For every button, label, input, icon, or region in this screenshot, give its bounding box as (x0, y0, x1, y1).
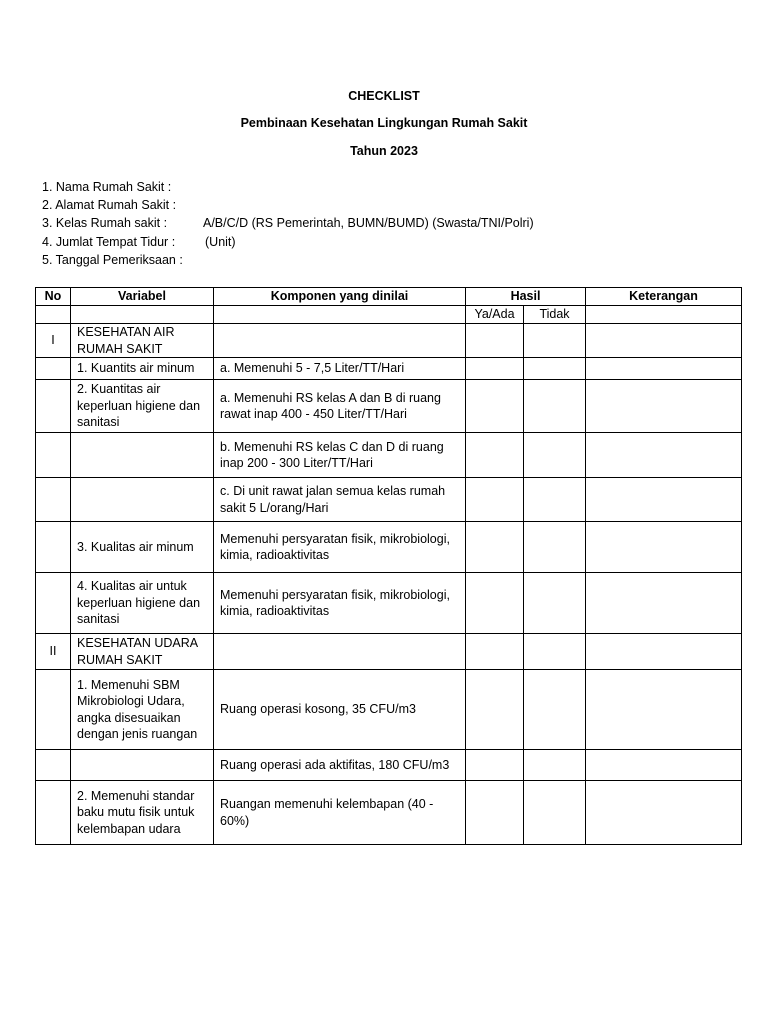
table-row (36, 634, 742, 670)
table-row (36, 478, 742, 522)
cell-ya[interactable] (466, 634, 524, 670)
row-no (36, 670, 71, 750)
table-row (36, 573, 742, 634)
table-row (36, 781, 742, 845)
field-hospital-address: 2. Alamat Rumah Sakit : (42, 198, 177, 212)
row-komponen: Ruangan memenuhi kelembapan (40 - 60%) (214, 781, 466, 845)
row-no (36, 573, 71, 634)
header-ya: Ya/Ada (466, 306, 524, 324)
row-variabel: 2. Memenuhi standar baku mutu fisik untuk kelembapan udara (71, 781, 214, 845)
cell-tidak[interactable] (524, 380, 586, 433)
table-row (36, 380, 742, 433)
row-no: II (36, 634, 71, 670)
cell-ya[interactable] (466, 433, 524, 478)
table-row (36, 433, 742, 478)
table-row (36, 670, 742, 750)
table-row (36, 750, 742, 781)
cell-tidak[interactable] (524, 478, 586, 522)
cell-keterangan[interactable] (586, 358, 742, 380)
cell-keterangan[interactable] (586, 433, 742, 478)
cell-ya[interactable] (466, 380, 524, 433)
cell-keterangan[interactable] (586, 478, 742, 522)
cell-tidak[interactable] (524, 433, 586, 478)
row-variabel (71, 478, 214, 522)
checklist-table (35, 287, 742, 845)
row-komponen: Ruang operasi ada aktifitas, 180 CFU/m3 (214, 750, 466, 781)
cell-ya[interactable] (466, 573, 524, 634)
field-hospital-class-value: A/B/C/D (RS Pemerintah, BUMN/BUMD) (Swasta/TNI/Polri) (203, 216, 534, 230)
cell-ya[interactable] (466, 750, 524, 781)
cell-tidak[interactable] (524, 750, 586, 781)
row-variabel: 1. Kuantits air minum (71, 358, 214, 380)
row-no (36, 433, 71, 478)
cell-keterangan[interactable] (586, 522, 742, 573)
row-komponen: Memenuhi persyaratan fisik, mikrobiologi, kimia, radioaktivitas (214, 573, 466, 634)
field-hospital-name: 1. Nama Rumah Sakit : (42, 180, 172, 194)
row-variabel: KESEHATAN AIR RUMAH SAKIT (71, 324, 214, 358)
row-variabel: 2. Kuantitas air keperluan higiene dan sanitasi (71, 380, 214, 433)
row-no (36, 522, 71, 573)
cell-tidak[interactable] (524, 634, 586, 670)
table-row (36, 522, 742, 573)
table-header-row (36, 288, 742, 306)
row-komponen (214, 324, 466, 358)
cell-ya[interactable] (466, 324, 524, 358)
cell-ya[interactable] (466, 358, 524, 380)
row-variabel (71, 433, 214, 478)
row-komponen: c. Di unit rawat jalan semua kelas rumah sakit 5 L/orang/Hari (214, 478, 466, 522)
header-hasil: Hasil (466, 288, 586, 306)
cell-keterangan[interactable] (586, 750, 742, 781)
field-hospital-class: 3. Kelas Rumah sakit : (42, 216, 168, 230)
row-komponen: Ruang operasi kosong, 35 CFU/m3 (214, 670, 466, 750)
cell-keterangan[interactable] (586, 781, 742, 845)
row-komponen: b. Memenuhi RS kelas C dan D di ruang inap 200 - 300 Liter/TT/Hari (214, 433, 466, 478)
field-inspection-date: 5. Tanggal Pemeriksaan : (42, 253, 183, 267)
cell-keterangan[interactable] (586, 634, 742, 670)
row-komponen: Memenuhi persyaratan fisik, mikrobiologi, kimia, radioaktivitas (214, 522, 466, 573)
document-title: CHECKLIST (348, 89, 420, 103)
row-komponen: a. Memenuhi 5 - 7,5 Liter/TT/Hari (214, 358, 466, 380)
cell-ya[interactable] (466, 781, 524, 845)
cell-keterangan[interactable] (586, 324, 742, 358)
row-no (36, 750, 71, 781)
cell-keterangan[interactable] (586, 380, 742, 433)
cell-keterangan[interactable] (586, 670, 742, 750)
row-no (36, 478, 71, 522)
cell-keterangan[interactable] (586, 573, 742, 634)
header-keterangan: Keterangan (586, 288, 742, 306)
cell-ya[interactable] (466, 522, 524, 573)
field-bed-count: 4. Jumlat Tempat Tidur : (42, 235, 176, 249)
cell-tidak[interactable] (524, 522, 586, 573)
row-no (36, 380, 71, 433)
row-variabel (71, 750, 214, 781)
row-komponen (214, 634, 466, 670)
field-bed-count-value: (Unit) (205, 235, 236, 249)
row-no: I (36, 324, 71, 358)
cell-ya[interactable] (466, 670, 524, 750)
document-year: Tahun 2023 (350, 144, 418, 158)
row-variabel: 3. Kualitas air minum (71, 522, 214, 573)
header-tidak: Tidak (524, 306, 586, 324)
cell-tidak[interactable] (524, 781, 586, 845)
table-subheader-row (36, 306, 742, 324)
cell-tidak[interactable] (524, 573, 586, 634)
header-komponen: Komponen yang dinilai (214, 288, 466, 306)
row-no (36, 358, 71, 380)
document-subtitle: Pembinaan Kesehatan Lingkungan Rumah Sakit (240, 116, 528, 130)
row-no (36, 781, 71, 845)
header-no: No (36, 288, 71, 306)
cell-tidak[interactable] (524, 324, 586, 358)
table-row (36, 358, 742, 380)
table-row (36, 324, 742, 358)
header-variabel: Variabel (71, 288, 214, 306)
cell-ya[interactable] (466, 478, 524, 522)
row-komponen: a. Memenuhi RS kelas A dan B di ruang rawat inap 400 - 450 Liter/TT/Hari (214, 380, 466, 433)
row-variabel: 1. Memenuhi SBM Mikrobiologi Udara, angka disesuaikan dengan jenis ruangan (71, 670, 214, 750)
row-variabel: 4. Kualitas air untuk keperluan higiene dan sanitasi (71, 573, 214, 634)
cell-tidak[interactable] (524, 358, 586, 380)
row-variabel: KESEHATAN UDARA RUMAH SAKIT (71, 634, 214, 670)
cell-tidak[interactable] (524, 670, 586, 750)
